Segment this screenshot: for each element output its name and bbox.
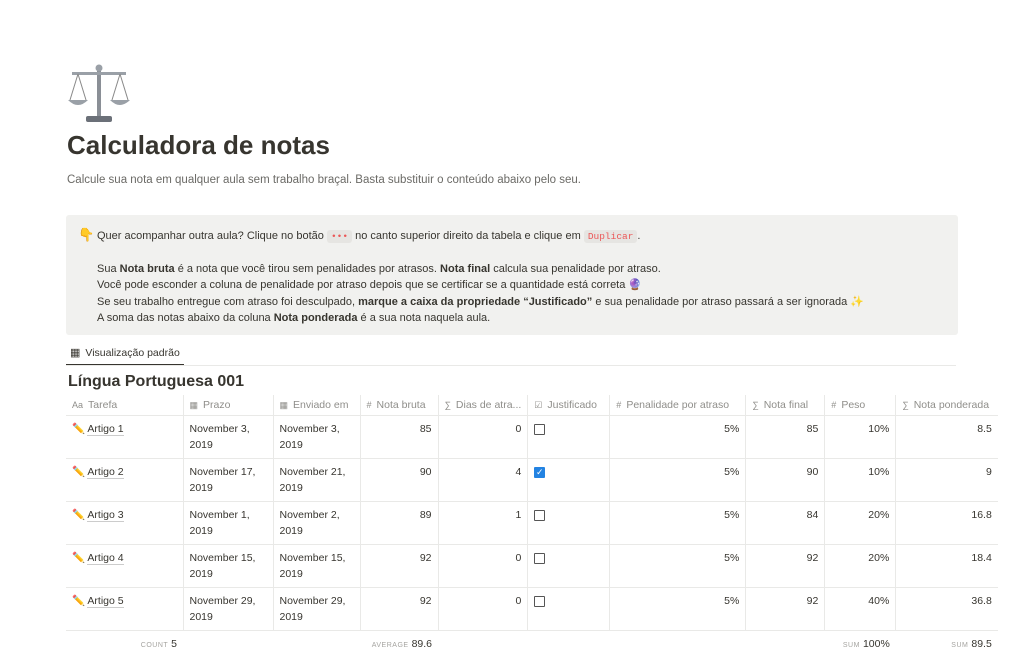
table-row[interactable] xyxy=(66,544,998,587)
table-row[interactable] xyxy=(66,415,998,458)
callout xyxy=(66,215,958,335)
column-header[interactable] xyxy=(528,395,610,415)
cell-prazo[interactable]: November 17, 2019 xyxy=(183,458,273,501)
page-title: Calculadora de notas xyxy=(67,130,330,160)
cell-enviado[interactable]: November 3, 2019 xyxy=(273,415,360,458)
column-type-icon: ∑ xyxy=(444,399,451,410)
column-type-icon: ∑ xyxy=(902,399,909,410)
cell-final[interactable]: 84 xyxy=(746,501,825,544)
cell-final[interactable]: 92 xyxy=(746,587,825,630)
table-icon: ▦ xyxy=(70,347,81,359)
column-label: Nota bruta xyxy=(376,398,426,411)
cell-prazo[interactable]: November 1, 2019 xyxy=(183,501,273,544)
column-label: Dias de atra... xyxy=(455,398,522,411)
tab-default-view[interactable] xyxy=(70,346,180,359)
column-type-icon: ☑ xyxy=(534,399,543,410)
page-subtitle: Calcule sua nota em qualquer aula sem trabalho braçal. Basta substituir o conteúdo abaixo pelo seu. xyxy=(67,174,581,186)
column-header[interactable] xyxy=(825,395,896,415)
divider xyxy=(66,365,956,366)
cell-final[interactable]: 90 xyxy=(746,458,825,501)
justificado-checkbox[interactable]: ✓ xyxy=(536,467,544,478)
cell-bruta[interactable]: 90 xyxy=(360,458,438,501)
cell-justificado[interactable] xyxy=(528,458,610,501)
tab-label: Visualização padrão xyxy=(85,346,180,359)
duplicate-code: Duplicar xyxy=(584,230,638,243)
column-header[interactable] xyxy=(746,395,825,415)
cell-ponderada[interactable]: 16.8 xyxy=(896,501,998,544)
cell-enviado[interactable]: November 21, 2019 xyxy=(273,458,360,501)
callout-line: A soma das notas abaixo da coluna Nota ponderada é a sua nota naquela aula. xyxy=(97,311,491,324)
cell-tarefa[interactable]: ✏️ Artigo 1 xyxy=(66,415,183,458)
sum-peso-footer[interactable]: SUM 100% xyxy=(842,637,890,650)
count-footer[interactable]: COUNT 5 xyxy=(140,637,177,650)
cell-dias[interactable]: 0 xyxy=(438,415,528,458)
cell-ponderada[interactable]: 8.5 xyxy=(896,415,998,458)
justificado-checkbox[interactable] xyxy=(534,424,545,435)
column-header[interactable] xyxy=(896,395,998,415)
justificado-checkbox[interactable] xyxy=(534,596,545,607)
database-title[interactable]: Língua Portuguesa 001 xyxy=(68,373,245,390)
column-header[interactable] xyxy=(66,395,183,415)
callout-line: Você pode esconder a coluna de penalidade por atraso depois que se certificar se a quantidade está correta 🔮 xyxy=(97,279,643,292)
column-label: Nota ponderada xyxy=(913,398,990,411)
cell-bruta[interactable]: 85 xyxy=(360,415,438,458)
balance-scale-icon[interactable] xyxy=(66,62,132,126)
column-type-icon: # xyxy=(831,399,837,410)
pencil-icon: ✏️ xyxy=(72,551,86,564)
justificado-checkbox[interactable] xyxy=(534,510,545,521)
callout-text: Quer acompanhar outra aula? Clique no botão xyxy=(97,230,324,242)
more-code: ••• xyxy=(327,230,352,243)
cell-dias[interactable]: 4 xyxy=(438,458,528,501)
cell-dias[interactable]: 0 xyxy=(438,544,528,587)
cell-justificado[interactable] xyxy=(528,544,610,587)
cell-penalidade[interactable]: 5% xyxy=(610,458,746,501)
cell-final[interactable]: 85 xyxy=(746,415,825,458)
column-type-icon: ▦ xyxy=(279,399,289,410)
column-type-icon: Aa xyxy=(72,399,84,410)
cell-ponderada[interactable]: 9 xyxy=(896,458,998,501)
pencil-icon: ✏️ xyxy=(72,465,86,478)
column-type-icon: # xyxy=(366,399,372,410)
cell-peso[interactable]: 20% xyxy=(825,501,896,544)
cell-tarefa[interactable]: ✏️ Artigo 5 xyxy=(66,587,183,630)
cell-bruta[interactable]: 89 xyxy=(360,501,438,544)
cell-penalidade[interactable]: 5% xyxy=(610,501,746,544)
callout-text: no canto superior direito da tabela e clique em xyxy=(355,230,581,242)
cell-ponderada[interactable]: 36.8 xyxy=(896,587,998,630)
pencil-icon: ✏️ xyxy=(72,422,86,435)
cell-penalidade[interactable]: 5% xyxy=(610,415,746,458)
cell-dias[interactable]: 1 xyxy=(438,501,528,544)
column-label: Peso xyxy=(841,398,866,411)
column-label: Nota final xyxy=(763,398,809,411)
pencil-icon: ✏️ xyxy=(72,594,86,607)
column-label: Enviado em xyxy=(293,398,349,411)
cell-peso[interactable]: 10% xyxy=(825,415,896,458)
cell-prazo[interactable]: November 3, 2019 xyxy=(183,415,273,458)
cell-bruta[interactable]: 92 xyxy=(360,587,438,630)
cell-ponderada[interactable]: 18.4 xyxy=(896,544,998,587)
cell-peso[interactable]: 10% xyxy=(825,458,896,501)
average-footer[interactable]: AVERAGE 89.6 xyxy=(371,637,432,650)
column-type-icon: # xyxy=(616,399,622,410)
column-header[interactable] xyxy=(273,395,360,415)
column-header[interactable] xyxy=(360,395,438,415)
callout-line: Sua Nota bruta é a nota que você tirou sem penalidades por atrasos. Nota final calcula sua penalidade por atraso. xyxy=(97,263,661,276)
justificado-checkbox[interactable] xyxy=(534,553,545,564)
cell-justificado[interactable] xyxy=(528,415,610,458)
table-row[interactable] xyxy=(66,587,998,630)
column-header[interactable] xyxy=(438,395,528,415)
column-label: Penalidade por atraso xyxy=(626,398,730,411)
column-label: Prazo xyxy=(203,398,231,411)
column-type-icon: ∑ xyxy=(752,399,759,410)
pointing-down-icon: 👇 xyxy=(78,227,95,242)
callout-text: . xyxy=(637,230,641,242)
cell-enviado[interactable]: November 2, 2019 xyxy=(273,501,360,544)
grades-table xyxy=(66,395,998,659)
cell-prazo[interactable]: November 15, 2019 xyxy=(183,544,273,587)
cell-prazo[interactable]: November 29, 2019 xyxy=(183,587,273,630)
cell-penalidade[interactable]: 5% xyxy=(610,544,746,587)
column-type-icon: ▦ xyxy=(189,399,199,410)
cell-enviado[interactable]: November 29, 2019 xyxy=(273,587,360,630)
cell-peso[interactable]: 20% xyxy=(825,544,896,587)
sum-ponderada-footer[interactable]: SUM 89.5 xyxy=(951,637,992,650)
pencil-icon: ✏️ xyxy=(72,508,86,521)
cell-tarefa[interactable]: ✏️ Artigo 2 xyxy=(66,458,183,501)
callout-line: Se seu trabalho entregue com atraso foi desculpado, marque a caixa da propriedade “Justificado” e sua penalidade por atraso passará a ser ignorada ✨ xyxy=(97,295,865,308)
cell-penalidade[interactable]: 5% xyxy=(610,587,746,630)
table-row[interactable] xyxy=(66,501,998,544)
column-header[interactable] xyxy=(610,395,746,415)
cell-justificado[interactable] xyxy=(528,587,610,630)
table-row[interactable] xyxy=(66,458,998,501)
cell-dias[interactable]: 0 xyxy=(438,587,528,630)
cell-tarefa[interactable]: ✏️ Artigo 4 xyxy=(66,544,183,587)
cell-final[interactable]: 92 xyxy=(746,544,825,587)
column-header[interactable] xyxy=(183,395,273,415)
cell-justificado[interactable] xyxy=(528,501,610,544)
cell-peso[interactable]: 40% xyxy=(825,587,896,630)
column-label: Tarefa xyxy=(88,398,118,411)
cell-bruta[interactable]: 92 xyxy=(360,544,438,587)
cell-enviado[interactable]: November 15, 2019 xyxy=(273,544,360,587)
cell-tarefa[interactable]: ✏️ Artigo 3 xyxy=(66,501,183,544)
column-label: Justificado xyxy=(547,398,597,411)
